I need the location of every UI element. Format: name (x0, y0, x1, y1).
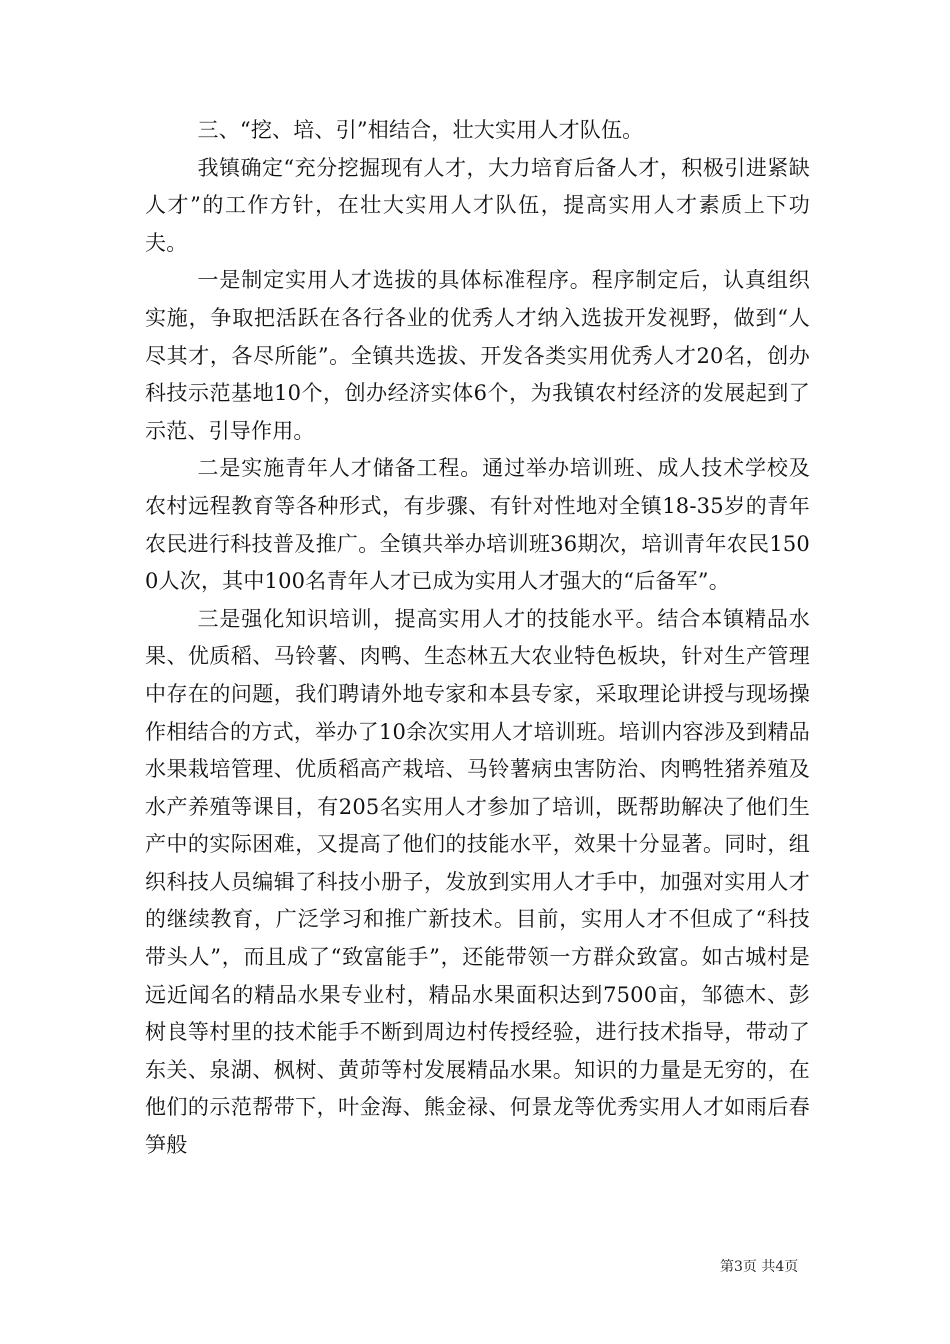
body-paragraph: 三是强化知识培训，提高实用人才的技能水平。结合本镇精品水果、优质稻、马铃薯、肉鸭、生态林五大农业特色板块，针对生产管理中存在的问题，我们聘请外地专家和本县专家，采取理论讲授与现场操作相结合的方式，举办了10余次实用人才培训班。培训内容涉及到精品水果栽培管理、优质稻高产栽培、马铃薯病虫害防治、肉鸭牲猪养殖及水产养殖等课目，有205名实用人才参加了培训，既帮助解决了他们生产中的实际困难，又提高了他们的技能水平，效果十分显著。同时，组织科技人员编辑了科技小册子，发放到实用人才手中，加强对实用人才的继续教育，广泛学习和推广新技术。目前，实用人才不但成了“科技带头人”，而且成了“致富能手”，还能带领一方群众致富。如古城村是远近闻名的精品水果专业村，精品水果面积达到7500亩，邹德木、彭树良等村里的技术能手不断到周边村传授经验，进行技术指导，带动了东关、泉湖、枫树、黄茆等村发展精品水果。知识的力量是无穷的，在他们的示范帮带下，叶金海、熊金禄、何景龙等优秀实用人才如雨后春笋般 (145, 606, 810, 1158)
body-paragraph: 二是实施青年人才储备工程。通过举办培训班、成人技术学校及农村远程教育等各种形式，有步骤、有针对性地对全镇18-35岁的青年农民进行科技普及推广。全镇共举办培训班36期次，培训青年农民1500人次，其中100名青年人才已成为实用人才强大的“后备军”。 (145, 456, 810, 594)
body-paragraph: 一是制定实用人才选拔的具体标准程序。程序制定后，认真组织实施，争取把活跃在各行各业的优秀人才纳入选拔开发视野，做到“人尽其才，各尽所能”。全镇共选拔、开发各类实用优秀人才20名，创办科技示范基地10个，创办经济实体6个，为我镇农村经济的发展起到了示范、引导作用。 (145, 268, 810, 443)
section-heading: 三、“挖、培、引”相结合，壮大实用人才队伍。 (197, 118, 644, 142)
document-body (145, 112, 810, 1165)
page-number-footer: 第3页 共4页 (720, 1259, 799, 1275)
body-paragraph: 我镇确定“充分挖掘现有人才，大力培育后备人才，积极引进紧缺人才”的工作方针，在壮大实用人才队伍，提高实用人才素质上下功夫。 (145, 155, 810, 255)
